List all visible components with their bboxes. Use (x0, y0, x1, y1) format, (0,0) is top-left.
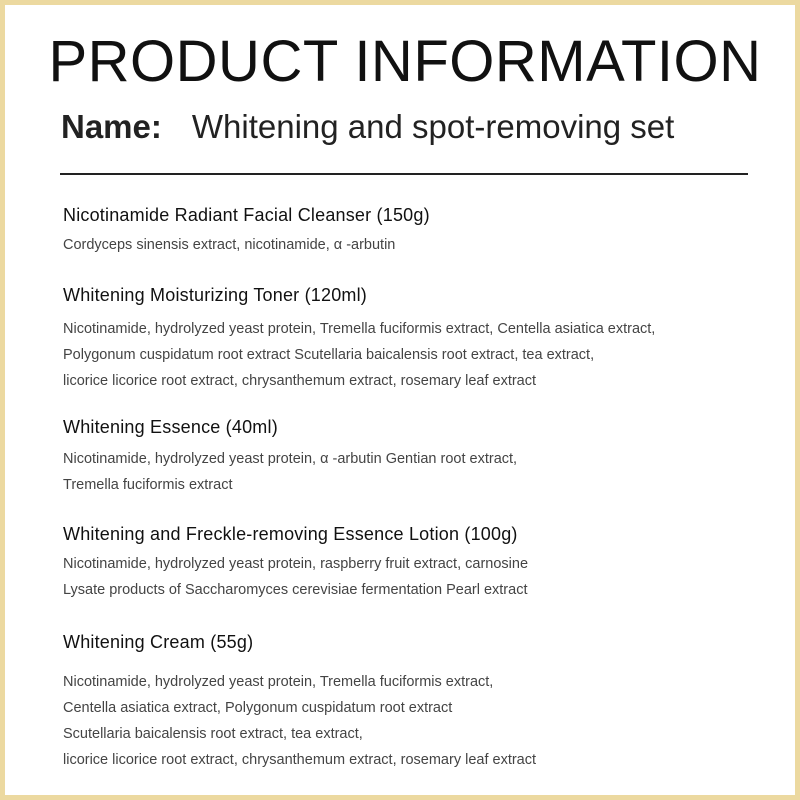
product-essence (63, 414, 783, 498)
product-toner (63, 282, 783, 394)
ingredient-line: Nicotinamide, hydrolyzed yeast protein, raspberry fruit extract, carnosine (63, 556, 529, 572)
product-title: Whitening Essence (40ml) (63, 417, 278, 437)
ingredient-line: Nicotinamide, hydrolyzed yeast protein, Tremella fuciformis extract, (63, 674, 494, 690)
name-value: Whitening and spot-removing set (191, 108, 675, 145)
ingredient-list (63, 316, 783, 394)
ingredient-line: licorice licorice root extract, chrysanthemum extract, rosemary leaf extract (63, 373, 537, 389)
product-title: Whitening Moisturizing Toner (120ml) (63, 285, 367, 305)
ingredient-list (63, 232, 783, 258)
ingredient-line: Centella asiatica extract, Polygonum cuspidatum root extract (63, 700, 453, 716)
product-title: Whitening and Freckle-removing Essence Lotion (100g) (63, 524, 518, 544)
ingredient-line: Lysate products of Saccharomyces cerevisiae fermentation Pearl extract (63, 582, 528, 598)
product-lotion (63, 521, 783, 603)
ingredient-list (63, 551, 783, 603)
product-title: Nicotinamide Radiant Facial Cleanser (150g) (63, 205, 430, 225)
product-name-row (61, 105, 674, 149)
ingredient-list (63, 446, 783, 498)
ingredient-line: licorice licorice root extract, chrysanthemum extract, rosemary leaf extract (63, 752, 537, 768)
ingredient-line: Nicotinamide, hydrolyzed yeast protein, α -arbutin Gentian root extract, (63, 451, 518, 467)
ingredient-line: Tremella fuciformis extract (63, 477, 233, 493)
ingredient-line: Polygonum cuspidatum root extract Scutellaria baicalensis root extract, tea extract, (63, 347, 595, 363)
ingredient-line: Cordyceps sinensis extract, nicotinamide, α -arbutin (63, 237, 396, 253)
product-cream (63, 629, 783, 773)
divider (60, 173, 748, 175)
product-title: Whitening Cream (55g) (63, 632, 254, 652)
ingredient-line: Scutellaria baicalensis root extract, tea extract, (63, 726, 363, 742)
name-label: Name: (61, 108, 162, 145)
page-title: PRODUCT INFORMATION (48, 29, 762, 94)
ingredient-list (63, 669, 783, 773)
product-cleanser (63, 202, 783, 258)
ingredient-line: Nicotinamide, hydrolyzed yeast protein, Tremella fuciformis extract, Centella asiatica extract, (63, 321, 656, 337)
